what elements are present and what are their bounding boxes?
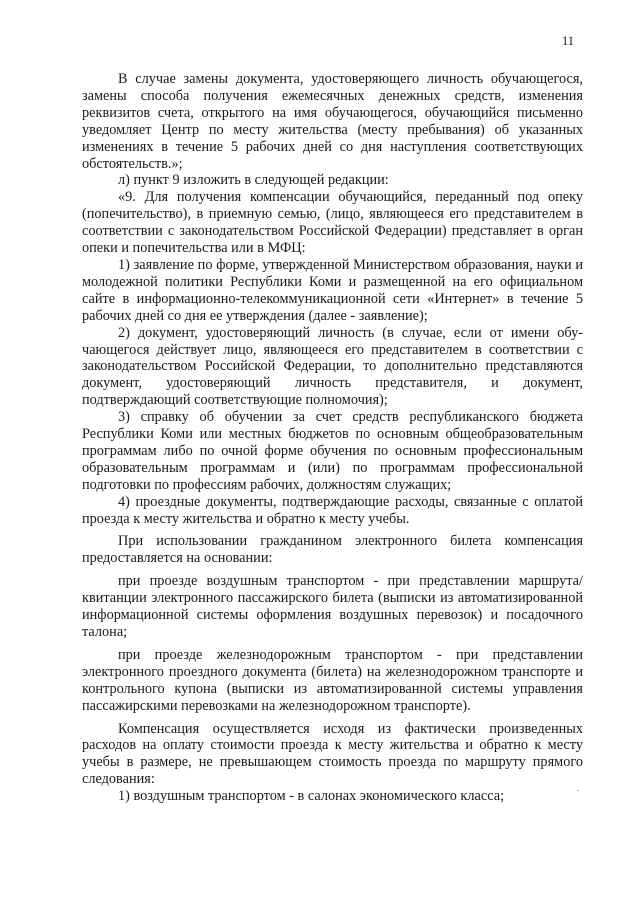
paragraph-electronic-ticket: При использовании гражданином электронного билета компенсация предоставляется на основании: — [82, 533, 583, 567]
paragraph-point-9: «9. Для получения компенсации обучающийся, переданный под опеку (попечительство), в приемную семью, (лицо, являющееся его представителем в соответствии с законодательством Российской Федерации) представляет в орган опеки и попечительства или в МФЦ: — [82, 189, 583, 257]
paragraph-subitem-1-application: 1) заявление по форме, утвержденной Министерством образования, науки и молодежной политики Республики Коми и размещенной на его официальном сайте в информационно-телекоммуникационной сети «Интернет» в течение 5 рабочих дней со дня ее утверждения (далее - заявление); — [82, 256, 583, 324]
document-body — [82, 71, 583, 805]
paragraph-document-replacement: В случае замены документа, удостоверяющего личность обучающегося, замены способа получения ежемесячных денежных средств, изменения реквизитов счета, открытого на имя обучающегося, обучающийся письменно уведомляет Центр по месту жительства (месту пребывания) об указанных изменениях в течение 5 рабочих дней со дня наступления соответствующих обстоятельств.»; — [82, 71, 583, 172]
page-number: 11 — [561, 34, 574, 48]
paragraph-air-transport: при проезде воздушным транспортом - при представлении маршрута/квитанции электронного пассажирского билета (выписки из автоматизированной информационной системы оформления воздушных перевозок) и посадочного талона; — [82, 573, 583, 640]
paragraph-subitem-4-travel-documents: 4) проездные документы, подтверждающие расходы, связанные с оплатой проезда к месту жительства и обратно к месту учебы. — [82, 493, 583, 527]
paragraph-item-l: л) пункт 9 изложить в следующей редакции: — [118, 172, 389, 189]
paragraph-air-economy-class: 1) воздушным транспортом - в салонах экономического класса; — [118, 788, 505, 805]
paragraph-subitem-3-study-certificate: 3) справку об обучении за счет средств республиканского бюджета Республики Коми или местных бюджетов по основным общеобразовательным программам либо по очной форме обучения по основным профессиональным образовательным программам и (или) по программам профессиональной подготовки по профессиям рабочих, должностям служащих; — [82, 409, 583, 493]
paragraph-compensation: Компенсация осуществляется исходя из фактически произведенных расходов на оплату стоимости проезда к месту жительства и обратно к месту учебы в размере, не превышающем стоимость проезда по маршруту прямого следования: — [82, 720, 583, 788]
scan-speck — [577, 790, 579, 791]
paragraph-subitem-2-identity-document: 2) документ, удостоверяющий личность (в случае, если от имени обучающегося действует лицо, являющееся его представителем в соответствии с законодательством Российской Федерации, то дополнительно представляются документ, удостоверяющий личность представителя, и документ, подтверждающий соответствующие полномочия); — [82, 324, 583, 409]
paragraph-rail-transport: при проезде железнодорожным транспортом - при представлении электронного проездного документа (билета) на железнодорожном транспорте и контрольного купона (выписки из автоматизированной системы управления пассажирскими перевозками на железнодорожном транспорте). — [82, 646, 583, 714]
